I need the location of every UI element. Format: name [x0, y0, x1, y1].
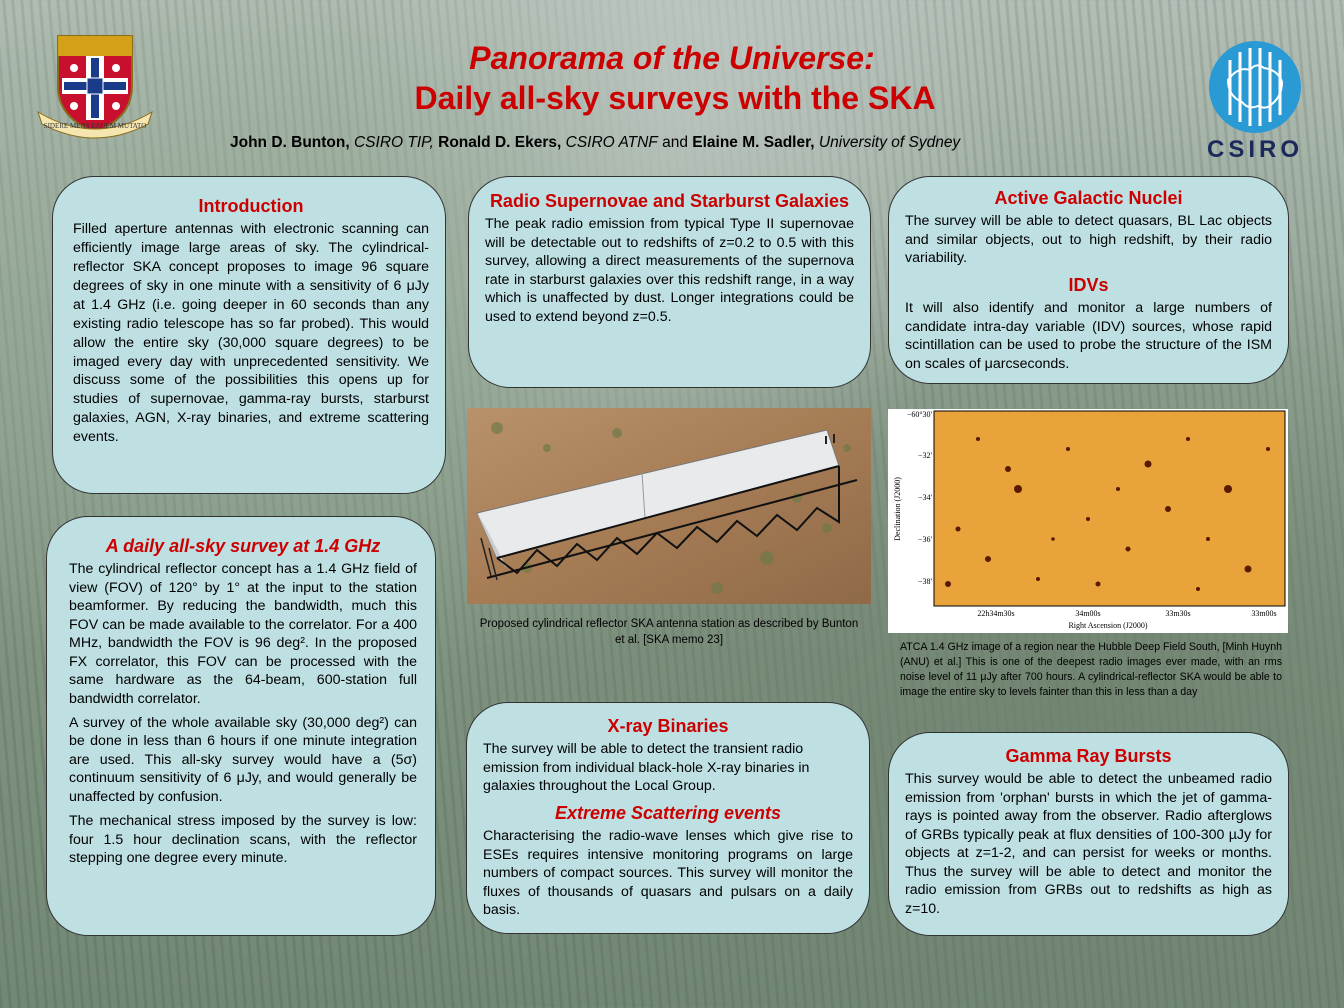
- xray-body: The survey will be able to detect the transient radio emission from individual black-hole X-ray binaries in galaxies throughout the Local Group.: [483, 741, 810, 795]
- author-name-3: Elaine M. Sadler,: [692, 134, 815, 151]
- supernovae-panel: [468, 176, 871, 388]
- author-affil-1: CSIRO TIP,: [353, 134, 434, 151]
- ese-title: Extreme Scattering events: [554, 802, 782, 823]
- idv-title: IDVs: [1068, 274, 1109, 295]
- y-tick-5: −38': [918, 577, 932, 586]
- sky-image-caption: ATCA 1.4 GHz image of a region near the Hubble Deep Field South, [Minh Huynh (ANU) et al.] This is one of the deepest radio images ever made, with an rms noise level of 11 μJy after 700 hours. A cylindrical-reflector SKA would be able to image the entire sky to levels fainter than this in less than a day: [900, 641, 1282, 699]
- ese-body: Characterising the radio-wave lenses which give rise to ESEs requires intensive monitoring programs on large numbers of compact sources. This survey will monitor the fluxes of thousands of quasars and pulsars on a daily basis.: [483, 828, 853, 918]
- antenna-station-photo: [467, 408, 871, 604]
- introduction-body: Filled aperture antennas with electronic scanning can efficiently image large areas of sky. The cylindrical-reflector SKA concept proposes to image 96 square degrees of sky in one minute with a sensitivity of 6 μJy at 1.4 GHz (i.e. going deeper in 60 seconds than any existing radio telescope has so far probed). This would allow the entire sky (30,000 square degrees) to be imaged every day with unprecedented sensitivity. We discuss some of the possibilities this opens up for studies of supernovae, gamma-ray bursts, starburst galaxies, AGN, X-ray binaries, and extreme scattering events.: [73, 221, 429, 446]
- xray-panel: [466, 702, 870, 934]
- supernovae-title: Radio Supernovae and Starburst Galaxies: [489, 191, 850, 211]
- survey-panel: [46, 516, 436, 936]
- author-affil-3: University of Sydney: [818, 134, 961, 151]
- survey-paragraph-1: The cylindrical reflector concept has a 1.4 GHz field of view (FOV) of 120° by 1° at the input to the station beamformer. By reducing the bandwidth, much this FOV can be made available to the correlator. For a 400 MHz, bandwidth the FOV is 96 deg². In the proposed FX correlator, this FOV can be processed with the same hardware as the 64-beam, 600-station full bandwidth correlator.: [69, 561, 417, 707]
- author-name-1: John D. Bunton,: [230, 134, 350, 151]
- poster-title-line1: Panorama of the Universe:: [469, 40, 875, 76]
- y-tick-4: −36': [918, 535, 932, 544]
- agn-body: The survey will be able to detect quasars, BL Lac objects and similar objects, out to high redshift, by their radio variability.: [905, 213, 1272, 267]
- antenna-caption: Proposed cylindrical reflector SKA antenna station as described by Bunton et al. [SKA memo 23]: [479, 618, 859, 647]
- grb-body: This survey would be able to detect the unbeamed radio emission from 'orphan' bursts in which the jet of gamma-rays is pointed away from the observer. Radio afterglows of GRBs typically peak at flux densities of 100-300 µJy for objects at z=1-2, and can persist for weeks or months. Thus the survey will be able to detect and monitor the radio emission from GRBs out to redshifts as high as z=10.: [905, 771, 1272, 917]
- supernovae-body: The peak radio emission from typical Type II supernovae will be detectable out to redshifts of z=0.2 to 0.5 with this survey, allowing a direct measurements of the supernova rate in starburst galaxies over this redshift range, in a way which is unaffected by dust. Longer integrations could be used to extend beyond z=0.5.: [485, 216, 854, 325]
- introduction-title: Introduction: [198, 196, 304, 216]
- agn-title: Active Galactic Nuclei: [994, 188, 1183, 208]
- author-line: [230, 134, 960, 152]
- crest-motto: SIDERE MENS EADEM MUTATO: [43, 122, 147, 130]
- x-tick-3: 33m30s: [1165, 609, 1191, 618]
- author-connector: and: [662, 134, 688, 151]
- grb-panel: [888, 732, 1289, 936]
- y-tick-2: −32': [918, 451, 932, 460]
- author-name-2: Ronald D. Ekers,: [438, 134, 562, 151]
- y-tick-1: −60°30': [906, 410, 932, 419]
- survey-paragraph-2: A survey of the whole available sky (30,000 deg²) can be done in less than 6 hours if one minute integration are used. This all-sky survey would have a (5σ) continuum sensitivity of 6 μJy, and would generally be unaffected by confusion.: [69, 715, 417, 805]
- x-tick-4: 33m00s: [1251, 609, 1277, 618]
- y-axis-label: Declination (J2000): [893, 477, 902, 541]
- survey-title: A daily all-sky survey at 1.4 GHz: [105, 536, 381, 556]
- csiro-wordmark: CSIRO: [1206, 136, 1304, 163]
- introduction-panel: [52, 176, 446, 494]
- sky-image-figure: [888, 409, 1288, 633]
- y-tick-3: −34': [918, 493, 932, 502]
- agn-panel: [888, 176, 1289, 384]
- x-tick-2: 34m00s: [1075, 609, 1101, 618]
- grb-title: Gamma Ray Bursts: [1005, 746, 1172, 766]
- sky-image-plot: [888, 409, 1288, 633]
- xray-title: X-ray Binaries: [607, 716, 729, 736]
- author-affil-2: CSIRO ATNF: [565, 134, 658, 151]
- poster-title-line2: Daily all-sky surveys with the SKA: [414, 80, 936, 116]
- x-axis-label: Right Ascension (J2000): [1068, 621, 1148, 630]
- survey-paragraph-3: The mechanical stress imposed by the survey is low: four 1.5 hour declination scans, with the reflector stepping one degree every minute.: [69, 813, 417, 867]
- x-tick-1: 22h34m30s: [977, 609, 1015, 618]
- idv-body: It will also identify and monitor a large numbers of candidate intra-day variable (IDV) sources, whose rapid scintillation can be used to probe the structure of the ISM on scales of μarcseconds.: [905, 300, 1272, 372]
